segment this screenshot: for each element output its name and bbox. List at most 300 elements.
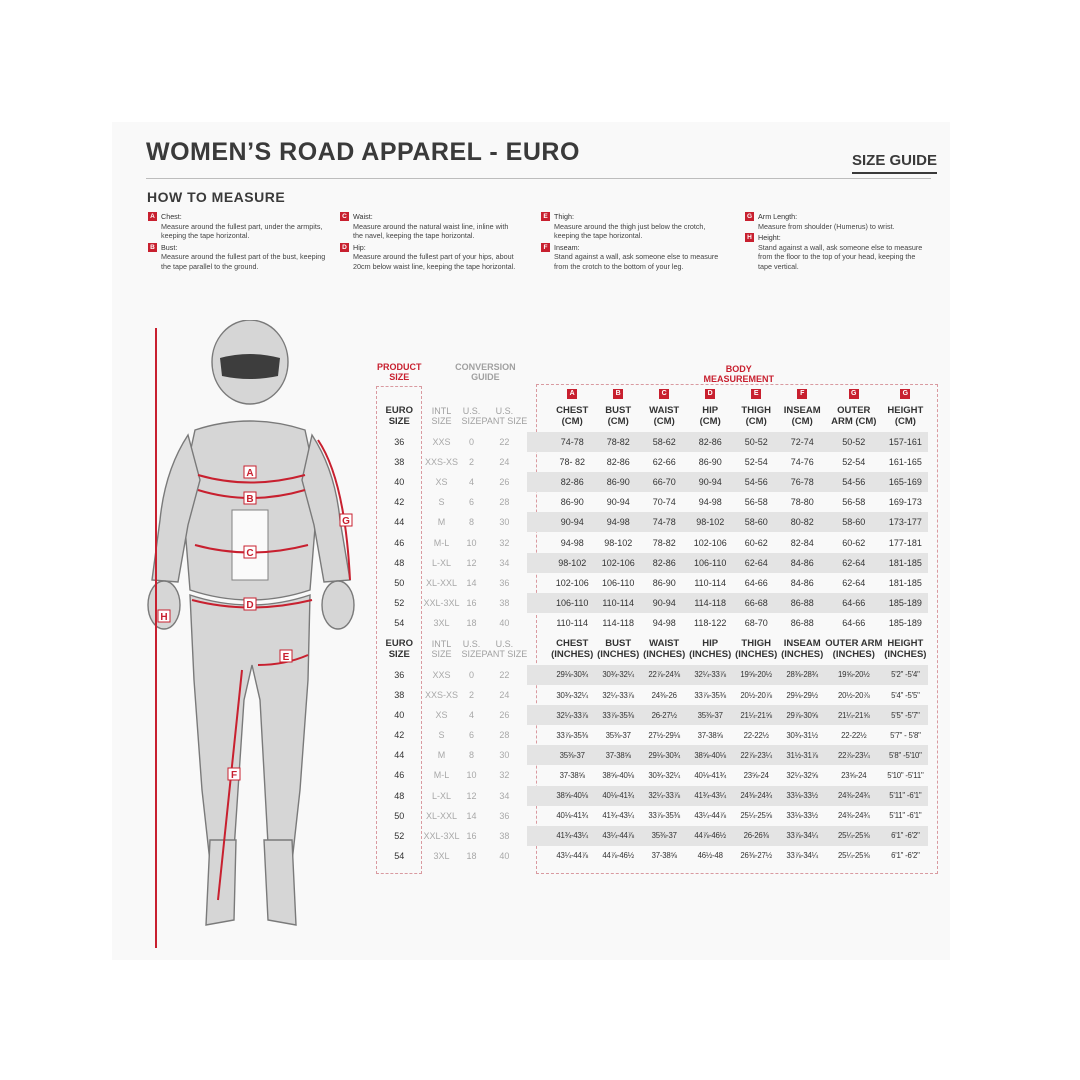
measurement-cell: 44⅞-46½ <box>602 851 634 861</box>
spacer <box>527 593 549 613</box>
figure-label-e: E <box>282 652 290 663</box>
measurement-cell: 94-98 <box>560 537 584 548</box>
measurement-cell: 98-102 <box>549 553 595 573</box>
intl-size-cell: XS <box>435 477 448 488</box>
measurement-cell: 181-185 <box>882 553 928 573</box>
rider-figure-illustration <box>140 320 370 960</box>
euro-size-cell: 38 <box>394 457 405 468</box>
measurement-cell: 32¼-33⅞ <box>687 665 733 685</box>
size-row-inches <box>377 806 928 826</box>
page-title: WOMEN’S ROAD APPAREL - EURO <box>146 138 580 166</box>
measurement-cell: 35⅜-37 <box>687 705 733 725</box>
instruction-waist <box>340 212 520 241</box>
measurement-cell: 22⅞-24⅜ <box>641 665 687 685</box>
measurement-cell: 40⅛-41¾ <box>694 770 726 780</box>
measurement-cell: 32¼-33⅞ <box>641 786 687 806</box>
instruction-label: Bust: <box>161 242 178 252</box>
measurement-cell: 24⅜-26 <box>651 690 677 700</box>
measurement-cell: 24⅜-24¾ <box>838 811 870 821</box>
spacer <box>527 665 549 685</box>
measurement-letter-badge: C <box>659 389 669 399</box>
measurement-cell: 37-38⅝ <box>559 770 585 780</box>
us-size-cell: 0 <box>469 437 475 448</box>
measurement-letter-badge: D <box>705 389 715 399</box>
instruction-label: Inseam: <box>554 242 580 252</box>
spacer <box>527 573 549 593</box>
measurement-cell: 5'11" -6'1" <box>889 811 922 821</box>
body-measurement-header: BODY MEASUREMENT <box>703 364 775 384</box>
measurement-cell: 66-70 <box>641 472 687 492</box>
measurement-cell: 5'8" -5'10" <box>882 745 928 765</box>
spacer <box>527 532 549 552</box>
us-pant-size-cell: 32 <box>499 537 510 548</box>
euro-size-cell: 44 <box>394 517 405 528</box>
measurement-cell: 32¼-32⅝ <box>786 770 818 780</box>
measurement-cell: 5'7" - 5'8" <box>890 730 921 740</box>
measurement-cell: 86-90 <box>560 497 584 508</box>
size-row-inches <box>377 826 928 846</box>
measurement-cell: 90-94 <box>549 512 595 532</box>
measurement-cell: 58-62 <box>641 432 687 452</box>
instruction-column-2 <box>340 212 520 274</box>
conversion-guide-header: CONVERSION GUIDE <box>455 362 516 382</box>
chest-cm-header: CHEST (CM) <box>556 405 589 427</box>
euro-size-cell: 46 <box>394 537 405 548</box>
title-divider <box>146 178 931 179</box>
us-size-cell: 18 <box>466 850 477 861</box>
measurement-cell: 110-114 <box>595 593 641 613</box>
size-row-cm <box>377 593 928 613</box>
letter-badge: E <box>541 212 550 221</box>
letter-badge-cell <box>882 386 928 400</box>
size-row-cm <box>377 553 928 573</box>
measurement-cell: 86-90 <box>595 472 641 492</box>
intl-size-cell: 3XL <box>433 617 450 628</box>
left-boot <box>206 840 236 925</box>
measurement-cell: 33⅞-35⅜ <box>595 705 641 725</box>
measurement-cell: 24⅜-24¾ <box>733 786 779 806</box>
measurement-cell: 20½-20⅞ <box>838 690 870 700</box>
measurement-cell: 30¾-32¼ <box>648 770 680 780</box>
spacer <box>527 400 549 432</box>
euro-size-cell: 36 <box>394 669 405 680</box>
us-pant-size-cell: 24 <box>499 457 510 468</box>
euro-size-cell: 40 <box>394 710 405 721</box>
us-size-cell: 4 <box>469 710 475 721</box>
measurement-cell: 102-106 <box>595 553 641 573</box>
euro-size-cell: 54 <box>394 850 405 861</box>
waist-inches-header: WAIST (INCHES) <box>643 637 686 660</box>
measurement-cell: 35⅜-37 <box>641 826 687 846</box>
measurement-cell: 41¾-43¼ <box>602 811 634 821</box>
measurement-cell: 64-66 <box>825 593 882 613</box>
measurement-cell: 62-64 <box>825 553 882 573</box>
measurement-cell: 181-185 <box>888 577 922 588</box>
instruction-chest <box>148 212 328 241</box>
intl-size-cell: XL-XXL <box>425 810 458 821</box>
measurement-cell: 38⅝-40⅛ <box>687 745 733 765</box>
size-row-inches <box>377 846 928 866</box>
letter-badge: D <box>340 243 349 252</box>
spacer <box>527 472 549 492</box>
measurement-cell: 5'11" -6'1" <box>882 786 928 806</box>
measurement-cell: 66-68 <box>733 593 779 613</box>
measurement-cell: 58-60 <box>733 512 779 532</box>
measurement-cell: 157-161 <box>882 432 928 452</box>
measurement-cell: 94-98 <box>652 617 676 628</box>
letter-badge-cell <box>595 386 641 400</box>
measurement-cell: 185-189 <box>882 593 928 613</box>
spacer <box>527 806 549 826</box>
intl-size-cell: S <box>438 497 445 508</box>
spacer <box>527 846 549 866</box>
measurement-cell: 46½-48 <box>697 851 723 861</box>
intl-size-header: INTL SIZE <box>431 406 452 426</box>
height-inches-header: HEIGHT (INCHES) <box>884 637 927 660</box>
measurement-cell: 24⅜-24¾ <box>825 786 882 806</box>
measurement-cell: 74-78 <box>641 512 687 532</box>
euro-size-cell: 38 <box>394 690 405 701</box>
measurement-cell: 161-165 <box>888 457 922 468</box>
measurement-cell: 22-22½ <box>743 730 769 740</box>
figure-label-a: A <box>246 468 254 479</box>
size-row-inches <box>377 786 928 806</box>
measurement-cell: 21¼-21⅝ <box>825 705 882 725</box>
us-size-cell: 16 <box>466 830 477 841</box>
measurement-cell: 94-98 <box>595 512 641 532</box>
measurement-cell: 19⅝-20½ <box>733 665 779 685</box>
intl-size-cell: XXL-3XL <box>423 597 460 608</box>
inseam-inches-header: INSEAM (INCHES) <box>781 637 824 660</box>
us-pant-size-cell: 26 <box>499 710 510 721</box>
measurement-cell: 28⅜-28¾ <box>779 665 825 685</box>
size-row-cm <box>377 512 928 532</box>
intl-size-cell: M <box>437 517 446 528</box>
letter-badge: C <box>340 212 349 221</box>
measurement-cell: 32¼-33⅞ <box>602 690 634 700</box>
measurement-cell: 74-78 <box>549 432 595 452</box>
spacer <box>527 452 549 472</box>
spacer <box>527 613 549 633</box>
measurement-cell: 41¾-43¼ <box>687 786 733 806</box>
measurement-cell: 80-82 <box>779 512 825 532</box>
size-row-cm <box>377 472 928 492</box>
measurement-cell: 26⅜-27½ <box>740 851 772 861</box>
intl-size-cell: S <box>438 730 445 741</box>
measurement-letter-badge: F <box>797 389 807 399</box>
measurement-cell: 5'5" -5'7" <box>882 705 928 725</box>
measurement-cell: 74-76 <box>790 457 814 468</box>
us-size-cell: 14 <box>466 577 477 588</box>
measurement-cell: 64-66 <box>744 577 768 588</box>
hip-cm-header: HIP (CM) <box>699 405 721 427</box>
instruction-label: Waist: <box>353 212 373 221</box>
us-size-cell: 14 <box>466 810 477 821</box>
spacer <box>527 685 549 705</box>
measurement-cell: 82-86 <box>641 553 687 573</box>
measurement-letter-badge: B <box>613 389 623 399</box>
instruction-text: Measure around the thigh just below the crotch, keeping the tape horizontal. <box>554 221 706 241</box>
letter-badge-cell <box>687 386 733 400</box>
letter-badge-cell <box>779 386 825 400</box>
intl-size-cell: M-L <box>433 537 450 548</box>
measurement-cell: 68-70 <box>744 617 768 628</box>
thigh-cm-header: THIGH (CM) <box>741 405 771 427</box>
euro-size-cell: 52 <box>394 830 405 841</box>
measurement-cell: 82-84 <box>790 537 814 548</box>
instruction-text: Measure around the fullest part of your hips, about 20cm below waist line, keeping the tape horizontal. <box>353 252 516 271</box>
intl-size-cell: XXS <box>432 669 451 680</box>
size-row-cm <box>377 532 928 552</box>
measurement-cell: 110-114 <box>556 617 589 628</box>
jacket-panel <box>232 510 268 580</box>
measurement-cell: 22⅞-23¼ <box>825 745 882 765</box>
measurement-cell: 29⅛-29½ <box>786 690 818 700</box>
instruction-text: Stand against a wall, ask someone else to measure from the crotch to the bottom of your leg. <box>554 252 719 271</box>
measurement-cell: 5'4" -5'5" <box>891 690 920 700</box>
size-table <box>377 362 928 866</box>
measurement-cell: 54-56 <box>825 472 882 492</box>
measurement-cell: 35⅜-37 <box>605 730 631 740</box>
us-pant-size-cell: 30 <box>499 517 510 528</box>
visor <box>220 354 280 379</box>
measurement-cell: 38⅝-40⅛ <box>549 786 595 806</box>
euro-size-cell: 44 <box>394 750 405 761</box>
measurement-cell: 173-177 <box>882 512 928 532</box>
measurement-cell: 37-38⅝ <box>651 851 677 861</box>
euro-size-header: EURO SIZE <box>385 637 413 660</box>
measurement-cell: 19⅝-20½ <box>825 665 882 685</box>
instruction-inseam <box>541 243 721 272</box>
us-pant-size-cell: 36 <box>499 810 510 821</box>
measurement-cell: 58-60 <box>825 512 882 532</box>
measurement-cell: 43¼-44⅞ <box>595 826 641 846</box>
measurement-cell: 30¾-32¼ <box>556 690 588 700</box>
spacer <box>527 633 549 665</box>
measurement-cell: 110-114 <box>694 577 727 588</box>
size-row-inches <box>377 665 928 685</box>
spacer <box>377 386 422 400</box>
measurement-cell: 106-110 <box>602 577 635 588</box>
us-pant-size-cell: 30 <box>499 750 510 761</box>
measurement-cell: 106-110 <box>549 593 595 613</box>
measurement-cell: 86-90 <box>698 457 722 468</box>
inseam-cm-header: INSEAM (CM) <box>783 405 821 427</box>
outer-arm-inches-header: OUTER ARM (INCHES) <box>825 637 883 660</box>
bust-cm-header: BUST (CM) <box>605 405 632 427</box>
measurement-cell: 37-38⅝ <box>595 745 641 765</box>
measurement-cell: 64-66 <box>842 617 866 628</box>
measurement-cell: 72-74 <box>779 432 825 452</box>
measurement-cell: 30¾-31½ <box>786 730 818 740</box>
instruction-text: Stand against a wall, ask someone else to measure from the floor to the top of your head, keeping the tape vertical. <box>758 242 923 271</box>
figure-label-g: G <box>342 516 350 527</box>
measurement-cell: 90-94 <box>687 472 733 492</box>
measurement-cell: 25¼-25⅝ <box>740 811 772 821</box>
intl-size-cell: M <box>437 750 446 761</box>
outer-cm-header: OUTER ARM (CM) <box>831 405 877 427</box>
spacer <box>527 492 549 512</box>
measurement-cell: 50-52 <box>825 432 882 452</box>
figure-label-b: B <box>246 494 254 505</box>
measurement-cell: 98-102 <box>604 537 633 548</box>
spacer <box>422 386 550 400</box>
spacer <box>527 725 549 745</box>
euro-size-cell: 48 <box>394 790 405 801</box>
product-size-header: PRODUCT SIZE <box>377 362 422 382</box>
measurement-cell: 6'1" -6'2" <box>891 851 920 861</box>
measurement-cell: 6'1" -6'2" <box>882 826 928 846</box>
us-pant-size-cell: 22 <box>499 669 510 680</box>
right-boot <box>264 840 296 925</box>
measurement-cell: 177-181 <box>888 537 922 548</box>
measurement-cell: 33⅛-33½ <box>779 786 825 806</box>
instruction-label: Hip: <box>353 242 366 252</box>
measurement-cell: 114-118 <box>602 617 635 628</box>
measurement-cell: 56-58 <box>744 497 768 508</box>
measurement-cell: 5'2" -5'4" <box>882 665 928 685</box>
measurement-cell: 22-22½ <box>841 730 867 740</box>
measurement-cell: 27½-29⅛ <box>648 730 680 740</box>
instruction-text: Measure around the fullest part, under the armpits, keeping the tape horizontal. <box>161 221 323 241</box>
bust-inches-header: BUST (INCHES) <box>597 637 640 660</box>
intl-size-cell: XL-XXL <box>425 577 458 588</box>
letter-badge-cell <box>641 386 687 400</box>
us-size-cell: 2 <box>469 690 475 701</box>
measurement-cell: 5'10" -5'11" <box>887 770 924 780</box>
measurement-cell: 50-52 <box>733 432 779 452</box>
measurement-cell: 23⅝-24 <box>743 770 769 780</box>
us-size-cell: 4 <box>469 477 475 488</box>
measurement-cell: 185-189 <box>888 617 922 628</box>
intl-size-cell: XXS-XS <box>424 457 458 468</box>
measurement-cell: 54-56 <box>733 472 779 492</box>
measurement-letter-badge: E <box>751 389 761 399</box>
measurement-cell: 22⅞-23¼ <box>733 745 779 765</box>
us-pant-size-cell: 32 <box>499 770 510 781</box>
us-pant-size-cell: 36 <box>499 577 510 588</box>
instruction-label: Arm Length: <box>758 212 798 221</box>
how-to-measure-heading: HOW TO MEASURE <box>147 189 286 205</box>
measurement-cell: 78- 82 <box>559 457 585 468</box>
euro-size-cell: 52 <box>394 597 405 608</box>
measurement-cell: 30¾-32¼ <box>595 665 641 685</box>
letter-badge: A <box>148 212 157 221</box>
instruction-label: Thigh: <box>554 212 574 221</box>
us-size-header: U.S. SIZE <box>461 638 482 659</box>
measurement-cell: 43¼-44⅞ <box>694 811 726 821</box>
measurement-letter-badge: A <box>567 389 577 399</box>
spacer <box>527 765 549 785</box>
measurement-cell: 44⅞-46½ <box>687 826 733 846</box>
us-pant-size-cell: 28 <box>499 730 510 741</box>
us-size-cell: 12 <box>466 557 477 568</box>
measurement-cell: 165-169 <box>882 472 928 492</box>
instruction-text: Measure around the fullest part of the bust, keeping the tape parallel to the ground. <box>161 252 326 271</box>
measurement-cell: 62-66 <box>652 457 676 468</box>
size-row-inches <box>377 745 928 765</box>
measurement-cell: 76-78 <box>779 472 825 492</box>
measurement-cell: 52-54 <box>842 457 866 468</box>
us-size-cell: 12 <box>466 790 477 801</box>
us-size-cell: 8 <box>469 517 475 528</box>
size-row-cm <box>377 492 928 512</box>
intl-size-cell: L-XL <box>431 557 451 568</box>
measurement-cell: 25¼-25⅝ <box>825 826 882 846</box>
us-pant-size-header: U.S. PANT SIZE <box>481 406 528 426</box>
us-pant-size-cell: 26 <box>499 477 510 488</box>
us-size-cell: 10 <box>466 770 477 781</box>
measurement-cell: 31½-31⅞ <box>779 745 825 765</box>
measurement-cell: 29⅛-30¾ <box>549 665 595 685</box>
us-pant-size-header: U.S. PANT SIZE <box>481 638 528 659</box>
measurement-cell: 40⅛-41¾ <box>595 786 641 806</box>
waist-cm-header: WAIST (CM) <box>649 405 680 427</box>
measurement-cell: 56-58 <box>842 497 866 508</box>
us-pant-size-cell: 38 <box>499 597 510 608</box>
measurement-cell: 23⅝-24 <box>841 770 867 780</box>
measurement-cell: 106-110 <box>687 553 733 573</box>
intl-size-cell: XS <box>435 710 448 721</box>
intl-size-cell: XXS <box>432 437 451 448</box>
size-row-inches <box>377 725 928 745</box>
size-row-cm <box>377 573 928 593</box>
letter-badge-cell <box>733 386 779 400</box>
us-size-header: U.S. SIZE <box>461 406 482 426</box>
measurement-cell: 90-94 <box>641 593 687 613</box>
measurement-cell: 102-106 <box>555 577 589 588</box>
letter-badge: B <box>148 243 157 252</box>
us-size-cell: 8 <box>469 750 475 761</box>
instruction-height <box>745 233 925 271</box>
us-pant-size-cell: 34 <box>499 790 510 801</box>
spacer <box>527 786 549 806</box>
measurement-cell: 82-86 <box>606 457 630 468</box>
figure-label-d: D <box>246 600 254 611</box>
size-row-cm <box>377 613 928 633</box>
measurement-cell: 86-88 <box>779 593 825 613</box>
us-size-cell: 18 <box>466 617 477 628</box>
measurement-cell: 82-86 <box>549 472 595 492</box>
instruction-bust <box>148 243 328 272</box>
us-pant-size-cell: 34 <box>499 557 510 568</box>
measurement-cell: 40⅛-41¾ <box>556 811 588 821</box>
us-size-cell: 0 <box>469 669 475 680</box>
instruction-text: Measure from shoulder (Humerus) to wrist. <box>758 221 895 231</box>
measurement-cell: 29⅛-30¾ <box>641 745 687 765</box>
measurement-cell: 84-86 <box>790 577 814 588</box>
leather-pants <box>190 595 310 880</box>
hip-inches-header: HIP (INCHES) <box>689 637 732 660</box>
measurement-cell: 43¼-44⅞ <box>556 851 588 861</box>
spacer <box>527 826 549 846</box>
measurement-letter-badge: G <box>900 389 910 399</box>
euro-size-cell: 40 <box>394 477 405 488</box>
measurement-cell: 32¼-33⅞ <box>549 705 595 725</box>
instruction-text: Measure around the natural waist line, inline with the navel, keeping the tape horizontal. <box>353 221 509 241</box>
letter-badge: G <box>746 213 753 220</box>
intl-size-cell: XXS-XS <box>424 690 458 701</box>
us-pant-size-cell: 28 <box>499 497 510 508</box>
intl-size-cell: M-L <box>433 770 450 781</box>
size-guide-label: SIZE GUIDE <box>852 152 937 174</box>
us-pant-size-cell: 40 <box>499 850 510 861</box>
spacer <box>527 553 549 573</box>
measurement-cell: 86-88 <box>790 617 814 628</box>
measurement-cell: 86-90 <box>652 577 676 588</box>
us-size-cell: 16 <box>466 597 477 608</box>
us-size-cell: 6 <box>469 730 475 741</box>
